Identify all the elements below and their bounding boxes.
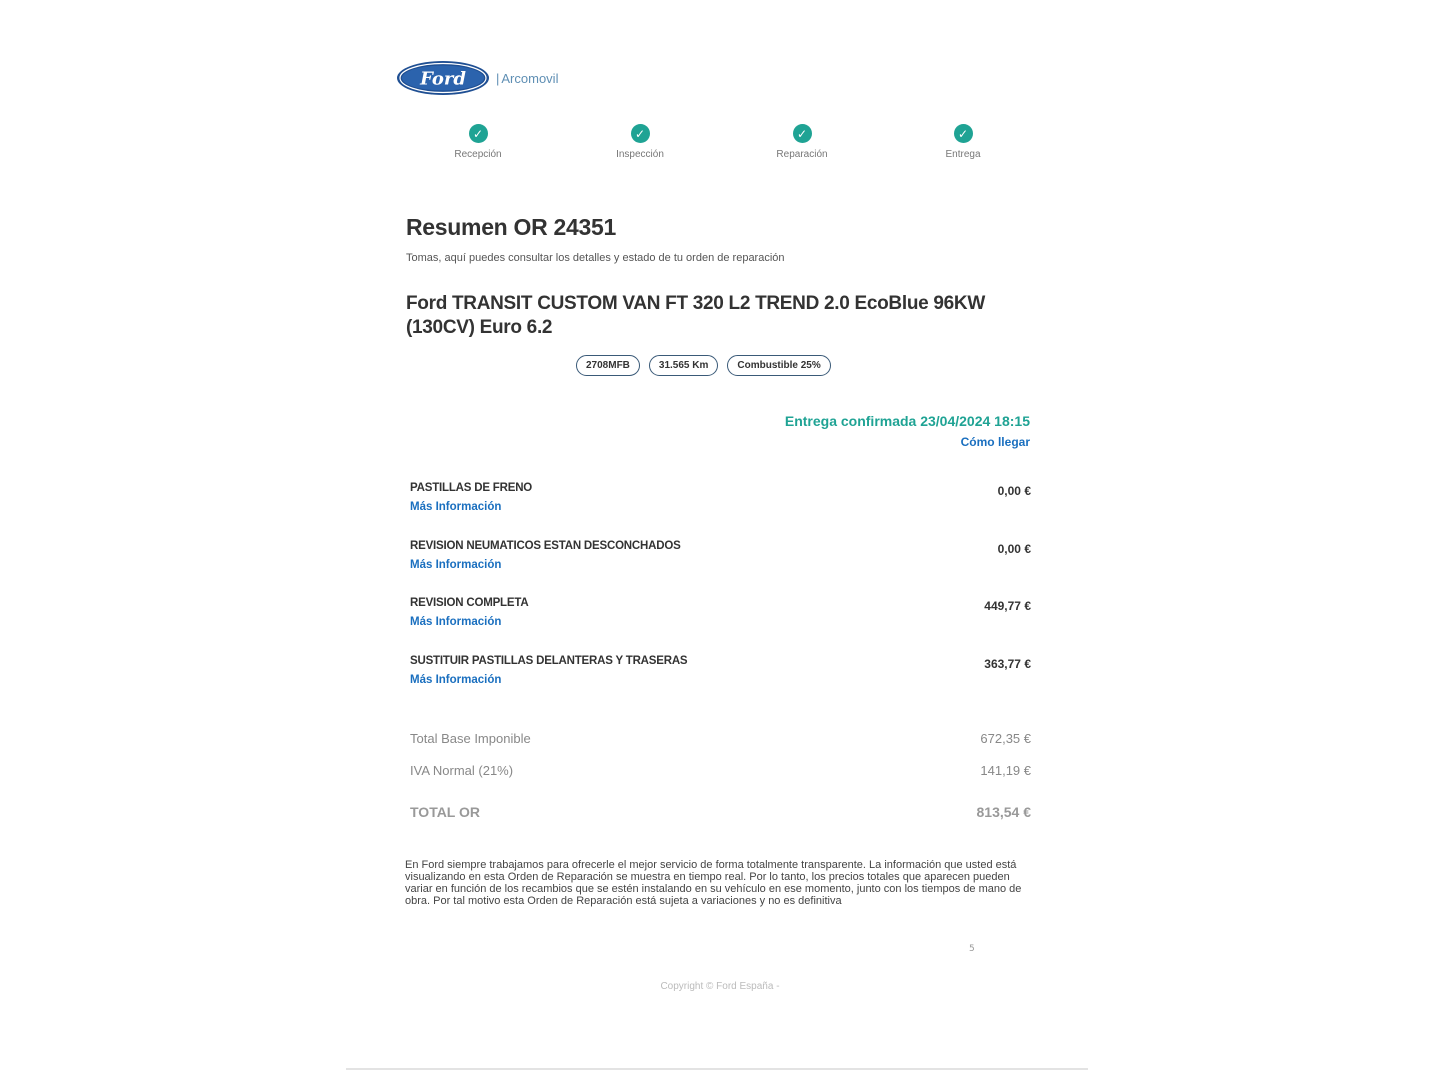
step-label: Recepción: [454, 149, 502, 160]
total-row: [410, 804, 1031, 836]
step-inspeccion: [585, 124, 695, 160]
mileage-chip: 31.565 Km: [649, 355, 718, 376]
item-name: SUSTITUIR PASTILLAS DELANTERAS Y TRASERAS: [410, 654, 688, 667]
step-label: Entrega: [945, 149, 981, 160]
step-label: Inspección: [616, 149, 664, 160]
step-recepcion: [423, 124, 533, 160]
step-entrega: [908, 124, 1018, 160]
progress-steps: [0, 124, 1440, 174]
iva-row: [410, 763, 1031, 795]
check-circle-icon: ✓: [793, 124, 812, 143]
vehicle-chips: [576, 355, 831, 376]
iva-label: IVA Normal (21%): [410, 763, 514, 778]
page-number: 5: [969, 944, 975, 954]
totals-section: [410, 731, 1031, 836]
vehicle-name: Ford TRANSIT CUSTOM VAN FT 320 L2 TREND 2.0 EcoBlue 96KW (130CV) Euro 6.2: [406, 293, 985, 338]
list-item: [410, 655, 1031, 713]
item-price: 0,00 €: [997, 484, 1031, 498]
delivery-info: [785, 413, 1030, 449]
list-item: [410, 540, 1031, 598]
delivery-status: Entrega confirmada 23/04/2024 18:15: [784, 413, 1030, 429]
iva-value: 141,19 €: [980, 763, 1031, 778]
more-info-link[interactable]: Más Información: [410, 673, 502, 686]
bottom-divider: [346, 1068, 1088, 1070]
header-logo[interactable]: [396, 60, 558, 96]
list-item: [410, 482, 1031, 540]
directions-link[interactable]: Cómo llegar: [960, 435, 1030, 449]
more-info-link[interactable]: Más Información: [410, 558, 502, 571]
item-price: 0,00 €: [997, 541, 1031, 556]
page-title: Resumen OR 24351: [406, 214, 616, 240]
item-name: REVISION NEUMATICOS ESTAN DESCONCHADOS: [410, 539, 681, 552]
copyright-footer: Copyright © Ford España -: [660, 981, 780, 992]
plate-chip: 2708MFB: [576, 355, 640, 376]
ford-logo-icon: [396, 60, 490, 96]
total-label: TOTAL OR: [410, 804, 480, 820]
list-item: [410, 597, 1031, 655]
fuel-chip: Combustible 25%: [727, 355, 830, 376]
base-row: [410, 731, 1031, 763]
check-circle-icon: ✓: [954, 124, 973, 143]
disclaimer-text: En Ford siempre trabajamos para ofrecerle el mejor servicio de forma totalmente transparente. La información que usted está visualizando en esta Orden de Reparación se muestra en tiempo real. Por lo tanto, los precios totales que aparecen pueden variar en función de los recambios que se estén instalando en su vehículo en ese momento, junto con los tiempos de mano de obra. Por tal motivo esta Orden de Reparación está sujeta a variaciones y no es definitiva: [405, 859, 1022, 907]
step-reparacion: [747, 124, 857, 160]
check-circle-icon: ✓: [631, 124, 650, 143]
repair-items: [410, 482, 1031, 712]
base-label: Total Base Imponible: [410, 731, 531, 746]
ford-logo-text: Ford: [420, 68, 466, 90]
more-info-link[interactable]: Más Información: [410, 501, 502, 513]
more-info-link[interactable]: Más Información: [410, 616, 502, 628]
base-value: 672,35 €: [980, 731, 1031, 746]
item-price: 363,77 €: [984, 656, 1031, 671]
check-circle-icon: ✓: [469, 124, 488, 143]
item-name: REVISION COMPLETA: [410, 597, 529, 609]
page-subtitle: Tomas, aquí puedes consultar los detalles y estado de tu orden de reparación: [406, 252, 785, 264]
item-price: 449,77 €: [984, 599, 1031, 613]
step-label: Reparación: [776, 149, 828, 160]
dealer-name: | Arcomovil: [496, 70, 559, 86]
total-value: 813,54 €: [976, 804, 1031, 820]
item-name: PASTILLAS DE FRENO: [410, 482, 533, 494]
